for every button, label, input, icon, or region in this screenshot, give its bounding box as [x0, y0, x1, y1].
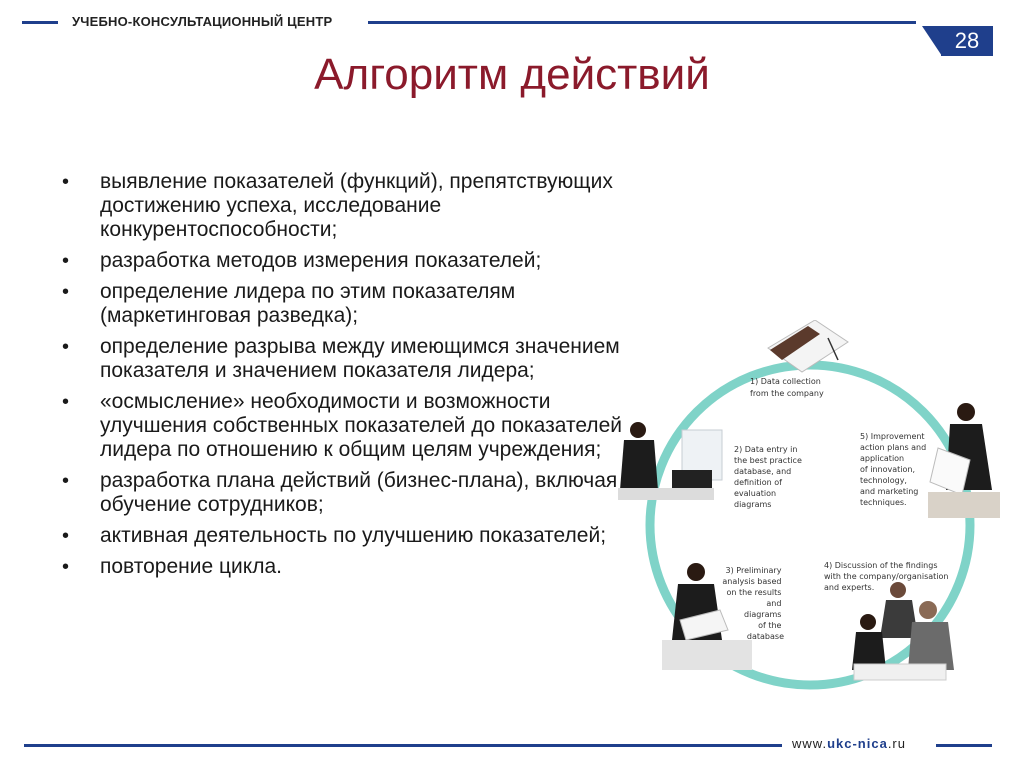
bullet-item	[62, 469, 622, 517]
footer-url[interactable]	[792, 736, 906, 751]
bullet-dot: •	[62, 250, 70, 272]
bullet-dot: •	[62, 525, 70, 547]
person-with-papers-illustration	[928, 403, 1000, 518]
page-number: 28	[941, 26, 993, 56]
person-at-computer-illustration	[618, 422, 722, 500]
bullet-dot: •	[62, 281, 70, 303]
footer-url-suffix: .ru	[887, 736, 906, 751]
cycle-step-4-label: 4) Discussion of the findings with the company/organisation and experts.	[824, 561, 949, 592]
bullet-item	[62, 390, 622, 462]
cycle-step-2-label: 2) Data entry in the best practice database, and definition of evaluation diagrams	[734, 445, 802, 509]
slide-title: Алгоритм действий	[314, 50, 710, 99]
bullet-dot: •	[62, 336, 70, 358]
cycle-step-3-label: 3) Preliminary analysis based on the results and diagrams of the database	[722, 566, 784, 641]
bullet-dot: •	[62, 556, 70, 578]
bullet-dot: •	[62, 470, 70, 492]
bullet-text: выявление показателей (функций), препятствующих достижению успеха, исследование конкурентоспособности;	[100, 170, 613, 241]
bullet-text: разработка методов измерения показателей;	[100, 249, 542, 272]
bullet-text: «осмысление» необходимости и возможности улучшения собственных показателей до показателей лидера по отношению к общим целям учреждения;	[100, 390, 622, 461]
benchmarking-cycle-diagram	[610, 320, 1010, 700]
org-name: УЧЕБНО-КОНСУЛЬТАЦИОННЫЙ ЦЕНТР	[72, 14, 333, 29]
meeting-group-illustration	[852, 582, 954, 680]
cycle-step-5-label: 5) Improvement action plans and application of innovation, technology, and marketing techniques.	[860, 432, 927, 507]
bullet-text: определение разрыва между имеющимся значением показателя и значением показателя лидера;	[100, 335, 620, 382]
bullet-text: разработка плана действий (бизнес-плана), включая обучение сотрудников;	[100, 469, 618, 516]
bullet-item	[62, 555, 622, 579]
footer-url-prefix: www.	[792, 736, 828, 751]
bullet-item	[62, 524, 622, 548]
header-rule-left	[22, 21, 58, 24]
bullet-item	[62, 170, 622, 242]
bullet-item	[62, 249, 622, 273]
bullet-text: определение лидера по этим показателям (маркетинговая разведка);	[100, 280, 516, 327]
footer-url-domain: ukc-nica	[827, 736, 888, 751]
bullet-dot: •	[62, 391, 70, 413]
footer-rule-right	[936, 744, 992, 747]
footer-rule-left	[24, 744, 782, 747]
bullet-list	[62, 170, 622, 586]
bullet-dot: •	[62, 171, 70, 193]
cycle-step-1-label: 1) Data collection from the company	[750, 377, 824, 398]
bullet-text: повторение цикла.	[100, 555, 282, 578]
header-rule-right	[368, 21, 916, 24]
bullet-text: активная деятельность по улучшению показателей;	[100, 524, 607, 547]
bullet-item	[62, 280, 622, 328]
bullet-item	[62, 335, 622, 383]
